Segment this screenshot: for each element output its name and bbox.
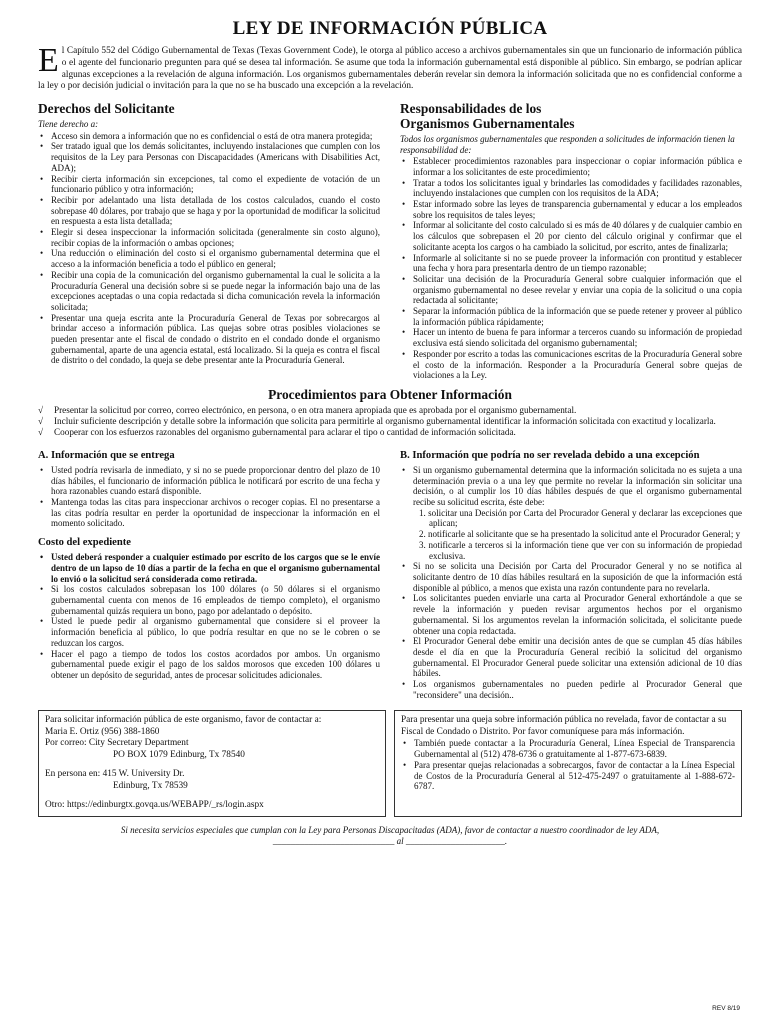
rights-item: • Elegir si desea inspeccionar la información solicitada (generalmente sin costo alguno), recibir copias de la información o ambas opciones; [38,227,380,248]
responsibility-item: • Informar al solicitante del costo calculado si es más de 40 dólares y de cualquier cambio en los cálculos que sobrepasen el 20 por ciento del cálculo original y confirmar que el solicitante acepta los cargos o ha cambiado la solicitud, por escrito, antes de finalizarla; [400,220,742,252]
costs-item: • Hacer el pago a tiempo de todos los costos acordados por ambos. Un organismo gubernamental puede exigir el pago de los saldos morosos que exceden 100 dólares u obtener un depósito de seguridad, antes de procesar solicitudes adicionales. [38,649,380,681]
responsibilities-list [400,156,742,381]
page-title: LEY DE INFORMACIÓN PÚBLICA [232,18,548,39]
rights-item: • Acceso sin demora a información que no es confidencial o está de otra manera protegida; [38,131,380,142]
rights-subhead: Tiene derecho a: [38,119,99,130]
section-b-item: • El Procurador General debe emitir una decisión antes de que se cumplan 45 días hábiles desde el día en que la Procuraduría General recibió la solicitud del organismo gubernamental. El Procurador General puede solicitar una extensión adicional de 10 días hábiles. [400,636,742,679]
section-b-item-text: Si un organismo gubernamental determina que la información solicitada no es sujeta a una determinación previa o a una ley que permite no revelar la información sin solicitar una decisión, o al cumplir los 10 días hábiles después de que el organismo gubernamental recibe su solicitud escrita, éste debe: [413,464,742,508]
responsibilities-column [400,101,742,381]
contact-in-person-city: Edinburg, Tx 78539 [113,780,188,791]
procedure-item: √ Presentar la solicitud por correo, correo electrónico, en persona, o en otra manera apropiada que es aprobada por el organismo gubernamental. [38,405,742,416]
rights-column [38,101,380,381]
costs-heading: Costo del expediente [38,537,131,549]
complaint-item: • Para presentar quejas relacionadas a sobrecargos, favor de contactar a la Línea Especial de Costos de la Procuraduría General al 512-475-2497 o gratuitamente al 1-888-672-6787. [401,760,735,792]
rights-item: • Una reducción o eliminación del costo si el organismo gubernamental determina que el acceso a la información beneficia a todo el público en general; [38,248,380,269]
procedures-list [38,405,742,438]
dropcap: E [38,42,59,79]
right-sections-column [400,446,742,700]
footer-ada-note: Si necesita servicios especiales que cumplan con la Ley para Personas Discapacitadas (ADA), favor de contactar a nuestro coordinador de ley ADA, [120,824,660,835]
contact-in-person: En persona en: 415 W. University Dr. [45,769,185,780]
responsibility-item: • Responder por escrito a todas las comunicaciones escritas de la Procuraduría General sobre el costo de la información. Responder a la Procuraduría General sobre quejas de violaciones a la Ley. [400,349,742,381]
left-sections-column [38,446,380,700]
section-b-heading: B. Información que podría no ser revelada debido a una excepción [400,449,700,461]
procedure-item: √ Incluir suficiente descripción y detalle sobre la información que solicita para permitirle al organismo gubernamental identificar la información solicitada con exactitud y localizarla. [38,416,742,427]
section-b-item: • Los solicitantes pueden enviarle una carta al Procurador General exhortándole a que se revele la información y pueden revisar argumentos hechos por el organismo gubernamental. Si los argumentos revelan la información solicitada, el solicitante puede obtener una copia redactada. [400,593,742,636]
responsibility-item: • Informarle al solicitante si no se puede proveer la información con prontitud y establecer una fecha y hora para presentarla dentro de un tiempo razonable; [400,253,742,274]
responsibility-item: • Solicitar una decisión de la Procuraduría General sobre cualquier información que el organismo gubernamental no desee revelar y enviar una copia de la solicitud o una copia redactada al solicitante; [400,274,742,306]
responsibility-item: • Establecer procedimientos razonables para inspeccionar o copiar información pública e informar a los solicitantes de este procedimiento; [400,156,742,177]
responsibilities-heading-line2: Organismos Gubernamentales [400,116,575,132]
revision-label: REV 8/19 [712,1005,740,1012]
costs-item: • Usted deberá responder a cualquier estimado por escrito de los cargos que se le envíe dentro de un lapso de 10 días a partir de la fecha en que el organismo gubernamental lo envió o la solicitud será considerada como retirada. [38,552,380,584]
costs-item: • Usted le puede pedir al organismo gubernamental que considere si el proveer la información beneficia al público, lo que podría resultar en que no se le cobren o se reduzcan los cargos. [38,616,380,648]
rights-responsibilities-columns [38,101,742,381]
responsibilities-subhead: Todos los organismos gubernamentales que responden a solicitudes de información tienen la responsabilidad de: [400,134,735,155]
section-b-item [400,465,742,561]
intro-text: l Capítulo 552 del Código Gubernamental de Texas (Texas Government Code), le otorga al público acceso a archivos gubernamentales sin que un funcionario de información pública o el agente del funcionario pregunten para qué se desea tal información. Se asume que toda la información gubernamental está disponible al público. Sin embargo, se podrían aplicar algunas excepciones a la revelación de alguna información. Los organismos gubernamentales deberán revelar sin demora la información solicitada que no es confidencial conforme a la ley o por decisión judicial o invitación para la que no se ha buscado una excepción a la revelación. [38,46,742,92]
procedures-heading: Procedimientos para Obtener Información [268,386,512,402]
rights-heading: Derechos del Solicitante [38,101,175,117]
procedure-item: √ Cooperar con los esfuerzos razonables del organismo gubernamental para aclarar el tipo o cantidad de información solicitada. [38,427,742,438]
section-b-subitem: 1. solicitar una Decisión por Carta del Procurador General y declarar las excepciones que aplican; [419,507,742,529]
sections-columns [38,446,742,700]
section-a-list [38,465,380,529]
complaint-item: • También puede contactar a la Procuraduría General, Línea Especial de Transparencia Gubernamental al (512) 478-6736 o gratuitamente al 1-877-673-6839. [401,738,735,759]
contact-box [38,710,386,817]
section-b-list [400,465,742,700]
complaint-box [394,710,742,817]
section-a-item: • Usted podría revisarla de inmediato, y si no se puede proporcionar dentro del plazo de 10 días hábiles, el funcionario de información pública le notificará por escrito de una fecha y hora razonables cuando estará disponible. [38,465,380,497]
costs-item: • Si los costos calculados sobrepasan los 100 dólares (o 50 dólares si el organismo gubernamental cuenta con menos de 16 empleados de tiempo completo), el organismo gubernamental quizás requiera un bono, pago por adelantado o depósito. [38,584,380,616]
contact-intro: Para solicitar información pública de este organismo, favor de contactar a: [45,715,322,726]
section-a-item: • Mantenga todas las citas para inspeccionar archivos o recoger copias. El no presentarse a las citas podría resultar en perder la oportunidad de inspeccionar la información en el momento solicitado. [38,497,380,529]
responsibilities-heading-line1: Responsabilidades de los [400,101,542,117]
responsibilities-heading [400,101,742,131]
rights-item: • Ser tratado igual que los demás solicitantes, incluyendo instalaciones que cumplen con los requisitos de la Ley para Personas con Discapacidades (Americans with Disabilities Act, ADA); [38,141,380,173]
responsibility-item: • Estar informado sobre las leyes de transparencia gubernamental y educar a los empleados sobre los requisitos de tales leyes; [400,199,742,220]
section-b-subitem: 3. notificarle a terceros si la información tiene que ver con su información de propiedad exclusiva. [419,539,742,561]
responsibility-item: • Separar la información pública de la información que se puede retener y proveer al público la información pública rápidamente; [400,306,742,327]
intro-paragraph [38,42,742,93]
rights-list [38,131,380,366]
section-b-item: • Los organismos gubernamentales no pueden pedirle al Procurador General que "reconsidere" una decisión.. [400,679,742,700]
rights-item: • Recibir cierta información sin excepciones, tal como el expediente de votación de un funcionario público y otra información; [38,174,380,195]
responsibility-item: • Tratar a todos los solicitantes igual y brindarles las comodidades y facilidades razonables, incluyendo instalaciones que cumplen con los requisitos de la ADA; [400,178,742,199]
section-b-item: • Si no se solicita una Decisión por Carta del Procurador General y no se notifica al solicitante dentro de 10 días hábiles resultará en la suposición de que la información está disponible al público, a menos que exista una razón contundente para no revelarla. [400,561,742,593]
footer [38,825,742,847]
responsibility-item: • Hacer un intento de buena fe para informar a terceros cuando su información de propiedad exclusiva está siendo solicitada del organismo gubernamental; [400,327,742,348]
contact-mail-label: Por correo: City Secretary Department [45,738,189,749]
contact-name: Maria E. Ortiz (956) 388-1860 [45,726,160,737]
section-b-subitem: 2. notificarle al solicitante que se ha presentado la solicitud ante el Procurador General; y [419,529,741,540]
section-a-heading: A. Información que se entrega [38,449,175,461]
contact-mail-address: PO BOX 1079 Edinburg, Tx 78540 [113,749,245,760]
complaint-list [401,738,735,792]
rights-item: • Recibir una copia de la comunicación del organismo gubernamental la cual le solicita a la Procuraduría General una decisión sobre si se puede negar la información bajo una de las excepciones aceptadas o una copia redactada si dicha comunicación revela la información solicitada; [38,270,380,313]
contact-boxes [38,710,742,817]
contact-other-link[interactable]: Otro: https://edinburgtx.govqa.us/WEBAPP/_rs/login.aspx [45,800,264,811]
complaint-intro: Para presentar una queja sobre información pública no revelada, favor de contactar a su Fiscal de Condado o Distrito. Por favor comuníquese para más información. [401,715,727,737]
footer-blank-line: ___________________________ al ______________________. [272,835,508,846]
rights-item: • Recibir por adelantado una lista detallada de los costos calculados, cuando el costo sobrepase 40 dólares, por trabajo que se haga y por la oportunidad de modificar la solicitud en respuesta a esta lista detallada; [38,195,380,227]
rights-item: • Presentar una queja escrita ante la Procuraduría General de Texas por sobrecargos al brindar acceso a información pública. Las quejas sobre otras posibles violaciones se pueden presentar ante el fiscal de condado o distrito en el condado donde el organismo gubernamental, aparte de una agencia estatal, está localizado. Si la queja es contra el fiscal de distrito o del condado, la queja se debe presentar ante la Procuraduría General. [38,313,380,367]
costs-list [38,552,380,680]
